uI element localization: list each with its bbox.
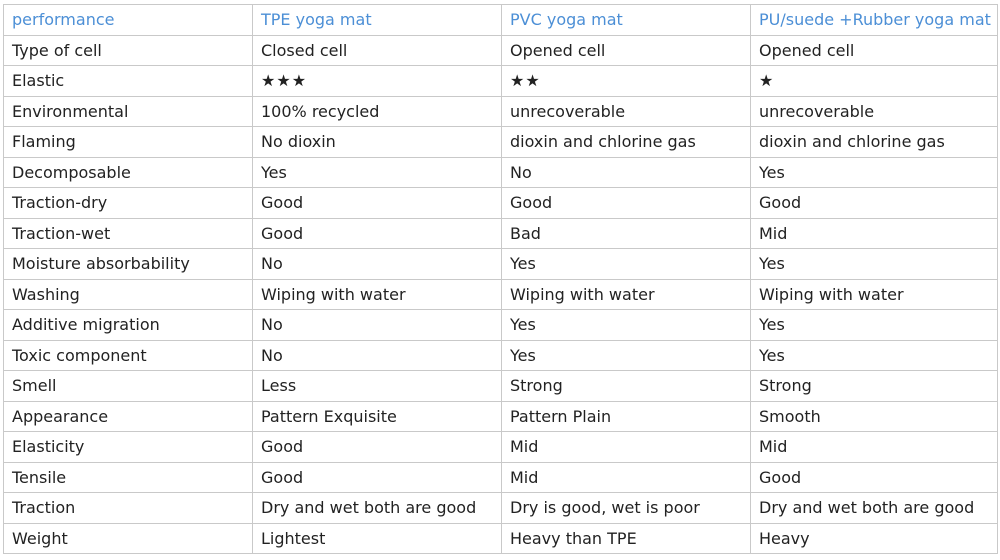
table-cell: Mid (502, 432, 751, 463)
row-label: Moisture absorbability (4, 249, 253, 280)
table-row (4, 401, 998, 432)
table-cell: Bad (502, 218, 751, 249)
table-row (4, 279, 998, 310)
table-cell: No (502, 157, 751, 188)
table-row (4, 432, 998, 463)
table-cell: Yes (502, 310, 751, 341)
table-cell: Good (502, 188, 751, 219)
table-cell: Yes (751, 249, 998, 280)
table-cell: Wiping with water (253, 279, 502, 310)
table-cell: Wiping with water (751, 279, 998, 310)
table-header-row (4, 5, 998, 36)
table-cell: Dry and wet both are good (751, 493, 998, 524)
header-pu-suede-rubber-yoga-mat: PU/suede +Rubber yoga mat (751, 5, 998, 36)
row-label: Traction-wet (4, 218, 253, 249)
table-cell: Smooth (751, 401, 998, 432)
table-cell: Good (253, 462, 502, 493)
table-cell: Pattern Exquisite (253, 401, 502, 432)
table-cell: Mid (751, 432, 998, 463)
row-label: Type of cell (4, 35, 253, 66)
table-row (4, 127, 998, 158)
header-performance: performance (4, 5, 253, 36)
table-cell: Heavy (751, 523, 998, 554)
table-cell: Good (253, 218, 502, 249)
table-cell: Good (253, 432, 502, 463)
table-cell: unrecoverable (502, 96, 751, 127)
table-cell: Dry is good, wet is poor (502, 493, 751, 524)
table-row (4, 66, 998, 97)
table-cell: Wiping with water (502, 279, 751, 310)
row-label: Traction-dry (4, 188, 253, 219)
table-cell: Heavy than TPE (502, 523, 751, 554)
table-cell: No dioxin (253, 127, 502, 158)
star-rating: ★★ (502, 66, 751, 97)
table-row (4, 188, 998, 219)
header-tpe-yoga-mat: TPE yoga mat (253, 5, 502, 36)
table-cell: Closed cell (253, 35, 502, 66)
table-cell: Mid (502, 462, 751, 493)
header-pvc-yoga-mat: PVC yoga mat (502, 5, 751, 36)
table-cell: Yes (502, 340, 751, 371)
table-row (4, 249, 998, 280)
table-cell: Yes (751, 310, 998, 341)
row-label: Traction (4, 493, 253, 524)
row-label: Weight (4, 523, 253, 554)
table-row (4, 157, 998, 188)
row-label: Toxic component (4, 340, 253, 371)
table-row (4, 493, 998, 524)
table-cell: Less (253, 371, 502, 402)
table-row (4, 340, 998, 371)
table-row (4, 218, 998, 249)
row-label: Washing (4, 279, 253, 310)
row-label: Elastic (4, 66, 253, 97)
table-row (4, 35, 998, 66)
table-row (4, 310, 998, 341)
table-row (4, 523, 998, 554)
row-label: Additive migration (4, 310, 253, 341)
table-cell: Opened cell (751, 35, 998, 66)
table-cell: Strong (751, 371, 998, 402)
row-label: Decomposable (4, 157, 253, 188)
table-cell: Good (751, 188, 998, 219)
table-cell: Pattern Plain (502, 401, 751, 432)
star-rating: ★ (751, 66, 998, 97)
row-label: Smell (4, 371, 253, 402)
table-cell: Yes (751, 340, 998, 371)
table-cell: Yes (751, 157, 998, 188)
table-cell: dioxin and chlorine gas (502, 127, 751, 158)
table-row (4, 96, 998, 127)
table-cell: No (253, 249, 502, 280)
table-cell: Yes (502, 249, 751, 280)
table-cell: Lightest (253, 523, 502, 554)
table-cell: No (253, 310, 502, 341)
table-cell: 100% recycled (253, 96, 502, 127)
table-cell: unrecoverable (751, 96, 998, 127)
table-cell: Dry and wet both are good (253, 493, 502, 524)
row-label: Flaming (4, 127, 253, 158)
row-label: Tensile (4, 462, 253, 493)
table-cell: Mid (751, 218, 998, 249)
table-cell: No (253, 340, 502, 371)
yoga-mat-comparison-table (3, 4, 998, 554)
table-cell: Yes (253, 157, 502, 188)
table-cell: Good (253, 188, 502, 219)
table-row (4, 371, 998, 402)
row-label: Appearance (4, 401, 253, 432)
row-label: Environmental (4, 96, 253, 127)
table-cell: Opened cell (502, 35, 751, 66)
table-cell: Strong (502, 371, 751, 402)
table-cell: Good (751, 462, 998, 493)
star-rating: ★★★ (253, 66, 502, 97)
row-label: Elasticity (4, 432, 253, 463)
table-row (4, 462, 998, 493)
table-cell: dioxin and chlorine gas (751, 127, 998, 158)
